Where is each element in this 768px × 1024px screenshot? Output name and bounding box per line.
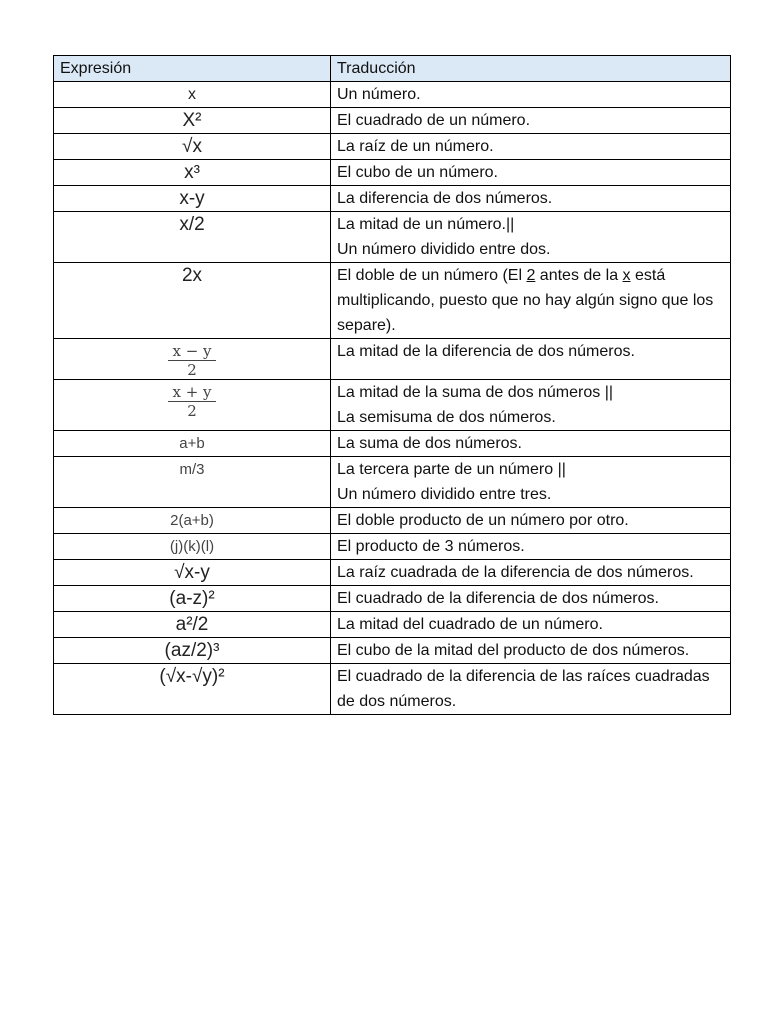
translation-cell: La mitad del cuadrado de un número.: [331, 612, 731, 638]
translation-cell: El cubo de la mitad del producto de dos números.: [331, 638, 731, 664]
expression-cell: (a-z)²: [54, 586, 331, 612]
translation-cell: El cuadrado de la diferencia de las raíces cuadradas de dos números.: [331, 664, 731, 715]
fraction-numerator: x + y: [168, 384, 215, 402]
table-row: [54, 339, 731, 380]
translation-cell: La suma de dos números.: [331, 431, 731, 457]
expression-cell: X²: [54, 108, 331, 134]
table-row: [54, 534, 731, 560]
header-translation: Traducción: [331, 56, 731, 82]
table-row: [54, 108, 731, 134]
table-row: [54, 160, 731, 186]
table-row: [54, 508, 731, 534]
fraction-numerator: x − y: [168, 343, 215, 361]
translation-cell: El cubo de un número.: [331, 160, 731, 186]
translation-line: La semisuma de dos números.: [337, 409, 556, 426]
translation-cell: El doble producto de un número por otro.: [331, 508, 731, 534]
translation-line: Un número dividido entre dos.: [337, 241, 551, 258]
expression-cell: x-y: [54, 186, 331, 212]
table-row: [54, 212, 731, 263]
expression-cell: a²/2: [54, 612, 331, 638]
fraction-denominator: 2: [187, 402, 197, 420]
translation-cell: El cuadrado de la diferencia de dos números.: [331, 586, 731, 612]
translation-cell: La raíz cuadrada de la diferencia de dos números.: [331, 560, 731, 586]
expression-cell: (√x-√y)²: [54, 664, 331, 715]
fraction: [168, 342, 215, 379]
translation-cell: La diferencia de dos números.: [331, 186, 731, 212]
expression-cell: a+b: [54, 431, 331, 457]
fraction: [168, 383, 215, 420]
translation-cell: El producto de 3 números.: [331, 534, 731, 560]
translation-line: Un número dividido entre tres.: [337, 486, 552, 503]
translation-cell: [331, 380, 731, 431]
translation-text: está multiplicando, puesto que no hay algún signo que los separe).: [337, 267, 714, 334]
table-row: [54, 82, 731, 108]
translation-cell: [331, 457, 731, 508]
translation-cell: [331, 263, 731, 339]
expression-cell: x/2: [54, 212, 331, 263]
expression-cell: x: [54, 82, 331, 108]
expression-translation-table: [53, 55, 731, 715]
expression-cell: (az/2)³: [54, 638, 331, 664]
translation-cell: La mitad de la diferencia de dos números.: [331, 339, 731, 380]
table-row: [54, 380, 731, 431]
expression-cell: 2(a+b): [54, 508, 331, 534]
table-row: [54, 431, 731, 457]
translation-cell: Un número.: [331, 82, 731, 108]
translation-cell: La raíz de un número.: [331, 134, 731, 160]
expression-cell: x³: [54, 160, 331, 186]
expression-cell: [54, 339, 331, 380]
table-row: [54, 186, 731, 212]
translation-text: antes de la: [535, 267, 623, 284]
table-row: [54, 638, 731, 664]
underlined-term: 2: [526, 267, 536, 284]
table-row: [54, 560, 731, 586]
table-row: [54, 586, 731, 612]
underlined-term: x: [622, 267, 631, 284]
expression-cell: [54, 380, 331, 431]
header-expression: Expresión: [54, 56, 331, 82]
header-row: [54, 56, 731, 82]
table-row: [54, 664, 731, 715]
expression-cell: (j)(k)(l): [54, 534, 331, 560]
expression-cell: 2x: [54, 263, 331, 339]
translation-line: La mitad de un número.||: [337, 216, 515, 233]
table-row: [54, 457, 731, 508]
fraction-denominator: 2: [187, 361, 197, 379]
table-row: [54, 134, 731, 160]
expression-cell: m/3: [54, 457, 331, 508]
translation-text: El doble de un número (El: [337, 267, 527, 284]
translation-cell: El cuadrado de un número.: [331, 108, 731, 134]
table-row: [54, 263, 731, 339]
expression-cell: √x-y: [54, 560, 331, 586]
expression-cell: √x: [54, 134, 331, 160]
translation-line: La tercera parte de un número ||: [337, 461, 566, 478]
table-row: [54, 612, 731, 638]
translation-line: La mitad de la suma de dos números ||: [337, 384, 614, 401]
translation-cell: [331, 212, 731, 263]
